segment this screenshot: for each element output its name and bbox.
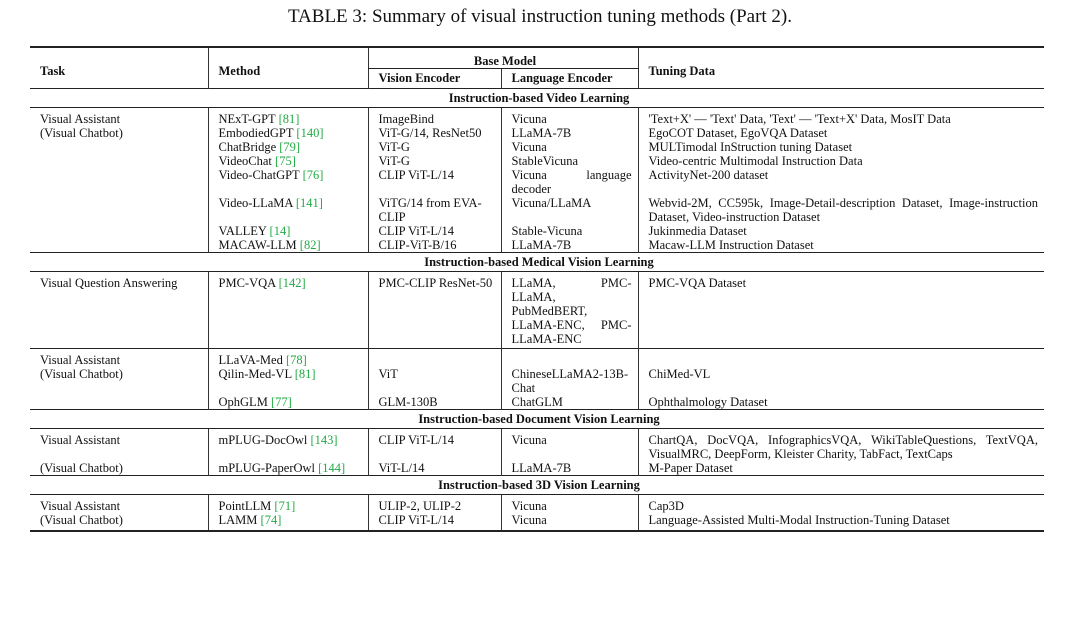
language-encoder-cell: LLaMA, PMC-LLaMA, PubMedBERT, LLaMA-ENC, PMC-LLaMA-ENC xyxy=(501,272,638,349)
method-cell xyxy=(208,154,368,168)
language-encoder-cell: ChineseLLaMA2-13B-Chat xyxy=(501,367,638,395)
vision-encoder-cell: ViT-G xyxy=(368,140,501,154)
vision-encoder-cell: CLIP-ViT-B/16 xyxy=(368,238,501,253)
table-caption: TABLE 3: Summary of visual instruction tuning methods (Part 2). xyxy=(287,6,793,27)
task-cell: (Visual Chatbot) xyxy=(30,513,208,531)
section-title: Instruction-based Document Vision Learning xyxy=(30,410,1044,429)
method-cell xyxy=(208,224,368,238)
citation: [141] xyxy=(295,196,323,210)
method-name: PointLLM xyxy=(218,499,275,513)
vision-encoder-cell: ViT-G xyxy=(368,154,501,168)
method-name: Qilin-Med-VL xyxy=(218,367,295,381)
citation: [140] xyxy=(296,126,324,140)
table-row xyxy=(30,367,1044,395)
task-cell xyxy=(30,154,208,168)
method-cell xyxy=(208,140,368,154)
method-cell xyxy=(208,196,368,224)
method-name: EmbodiedGPT xyxy=(218,126,297,140)
section-title: Instruction-based Video Learning xyxy=(30,89,1044,108)
method-cell xyxy=(208,395,368,410)
task-cell xyxy=(30,238,208,253)
table-row xyxy=(30,224,1044,238)
method-cell xyxy=(208,461,368,476)
vision-encoder-cell: CLIP ViT-L/14 xyxy=(368,168,501,196)
table-row xyxy=(30,126,1044,140)
tuning-data-cell: ChiMed-VL xyxy=(638,367,1044,395)
tuning-data-cell: Macaw-LLM Instruction Dataset xyxy=(638,238,1044,253)
citation: [81] xyxy=(278,112,300,126)
table-row xyxy=(30,168,1044,196)
method-cell xyxy=(208,367,368,395)
section-row xyxy=(30,476,1044,495)
vision-encoder-cell xyxy=(368,349,501,368)
vision-encoder-cell: ViT xyxy=(368,367,501,395)
citation: [78] xyxy=(285,353,307,367)
citation: [143] xyxy=(310,433,338,447)
language-encoder-cell: Vicuna xyxy=(501,513,638,531)
citation: [14] xyxy=(269,224,291,238)
table-row xyxy=(30,108,1044,127)
vision-encoder-cell: ImageBind xyxy=(368,108,501,127)
table-row xyxy=(30,196,1044,224)
task-cell: Visual Assistant xyxy=(40,112,121,126)
method-cell xyxy=(208,495,368,514)
task-cell xyxy=(30,196,208,224)
task-cell: Visual Assistant xyxy=(40,499,121,513)
method-cell xyxy=(208,168,368,196)
vision-encoder-cell: ULIP-2, ULIP-2 xyxy=(368,495,501,514)
tuning-data-cell: Language-Assisted Multi-Modal Instruction-Tuning Dataset xyxy=(638,513,1044,531)
tuning-data-cell: MULTimodal InStruction tuning Dataset xyxy=(638,140,1044,154)
task-cell: Visual Assistant xyxy=(40,433,121,447)
vision-encoder-cell: CLIP ViT-L/14 xyxy=(368,224,501,238)
language-encoder-cell: Vicuna/LLaMA xyxy=(501,196,638,224)
task-cell: Visual Question Answering xyxy=(40,276,178,290)
tuning-data-cell: ChartQA, DocVQA, InfographicsVQA, WikiTableQuestions, TextVQA, VisualMRC, DeepForm, Kleister Charity, TabFact, TextCaps xyxy=(638,429,1044,462)
citation: [76] xyxy=(302,168,324,182)
citation: [81] xyxy=(294,367,316,381)
tuning-data-cell: Ophthalmology Dataset xyxy=(638,395,1044,410)
method-cell xyxy=(208,272,368,349)
citation: [144] xyxy=(318,461,346,475)
section-row xyxy=(30,410,1044,429)
table-row xyxy=(30,395,1044,410)
vision-encoder-cell: CLIP ViT-L/14 xyxy=(368,429,501,462)
method-cell xyxy=(208,349,368,368)
language-encoder-cell: Vicuna xyxy=(501,429,638,462)
section-row xyxy=(30,253,1044,272)
method-name: Video-LLaMA xyxy=(218,196,296,210)
methods-table xyxy=(30,46,1044,532)
tuning-data-cell: Jukinmedia Dataset xyxy=(638,224,1044,238)
table-row xyxy=(30,140,1044,154)
section-row xyxy=(30,89,1044,108)
language-encoder-cell: StableVicuna xyxy=(501,154,638,168)
table-row xyxy=(30,154,1044,168)
method-cell xyxy=(208,126,368,140)
tuning-data-cell: PMC-VQA Dataset xyxy=(638,272,1044,349)
citation: [79] xyxy=(279,140,301,154)
tuning-data-cell: Video-centric Multimodal Instruction Data xyxy=(638,154,1044,168)
language-encoder-cell xyxy=(501,349,638,368)
method-name: PMC-VQA xyxy=(218,276,279,290)
vision-encoder-cell: GLM-130B xyxy=(368,395,501,410)
method-name: ChatBridge xyxy=(218,140,280,154)
vision-encoder-cell: ViTG/14 from EVA-CLIP xyxy=(368,196,501,224)
method-cell xyxy=(208,513,368,531)
section-title: Instruction-based Medical Vision Learning xyxy=(30,253,1044,272)
task-cell: (Visual Chatbot) xyxy=(40,367,123,381)
method-name: MACAW-LLM xyxy=(218,238,300,252)
table-row xyxy=(30,495,1044,514)
method-name: VALLEY xyxy=(218,224,270,238)
vision-encoder-cell: ViT-G/14, ResNet50 xyxy=(368,126,501,140)
method-name: VideoChat xyxy=(218,154,276,168)
header-tuning-data: Tuning Data xyxy=(638,47,1044,89)
vision-encoder-cell: ViT-L/14 xyxy=(368,461,501,476)
method-name: OphGLM xyxy=(218,395,271,409)
tuning-data-cell: EgoCOT Dataset, EgoVQA Dataset xyxy=(638,126,1044,140)
method-cell xyxy=(208,108,368,127)
method-cell xyxy=(208,429,368,462)
citation: [77] xyxy=(270,395,292,409)
vision-encoder-cell: CLIP ViT-L/14 xyxy=(368,513,501,531)
table-row xyxy=(30,513,1044,531)
language-encoder-cell: Vicuna xyxy=(501,108,638,127)
header-task: Task xyxy=(30,47,208,89)
method-name: mPLUG-DocOwl xyxy=(218,433,311,447)
header-vision-encoder: Vision Encoder xyxy=(368,69,501,89)
table-row xyxy=(30,461,1044,476)
language-encoder-cell: Vicuna xyxy=(501,495,638,514)
tuning-data-cell: Cap3D xyxy=(638,495,1044,514)
task-cell: (Visual Chatbot) xyxy=(40,126,123,140)
task-cell xyxy=(30,168,208,196)
table-row xyxy=(30,272,1044,349)
task-cell: (Visual Chatbot) xyxy=(40,461,123,475)
method-name: LAMM xyxy=(218,513,261,527)
method-name: NExT-GPT xyxy=(218,112,279,126)
citation: [82] xyxy=(299,238,321,252)
header-language-encoder: Language Encoder xyxy=(501,69,638,89)
language-encoder-cell: Vicuna language decoder xyxy=(501,168,638,196)
language-encoder-cell: LLaMA-7B xyxy=(501,238,638,253)
tuning-data-cell: 'Text+X' — 'Text' Data, 'Text' — 'Text+X' Data, MosIT Data xyxy=(638,108,1044,127)
tuning-data-cell: Webvid-2M, CC595k, Image-Detail-description Dataset, Image-instruction Dataset, Video-instruction Dataset xyxy=(638,196,1044,224)
citation: [71] xyxy=(274,499,296,513)
tuning-data-cell xyxy=(638,349,1044,368)
language-encoder-cell: Vicuna xyxy=(501,140,638,154)
section-title: Instruction-based 3D Vision Learning xyxy=(30,476,1044,495)
language-encoder-cell: LLaMA-7B xyxy=(501,126,638,140)
method-name: Video-ChatGPT xyxy=(218,168,303,182)
header-method: Method xyxy=(208,47,368,89)
vision-encoder-cell: PMC-CLIP ResNet-50 xyxy=(368,272,501,349)
citation: [142] xyxy=(278,276,306,290)
tuning-data-cell: ActivityNet-200 dataset xyxy=(638,168,1044,196)
task-cell xyxy=(30,395,208,410)
table-row xyxy=(30,429,1044,462)
method-name: mPLUG-PaperOwl xyxy=(218,461,319,475)
table-row xyxy=(30,238,1044,253)
language-encoder-cell: ChatGLM xyxy=(501,395,638,410)
method-name: LLaVA-Med xyxy=(218,353,286,367)
citation: [75] xyxy=(275,154,296,168)
language-encoder-cell: Stable-Vicuna xyxy=(501,224,638,238)
language-encoder-cell: LLaMA-7B xyxy=(501,461,638,476)
task-cell xyxy=(30,224,208,238)
header-base-model: Base Model xyxy=(368,47,638,69)
method-cell xyxy=(208,238,368,253)
task-cell: Visual Assistant xyxy=(30,349,208,368)
task-cell xyxy=(30,140,208,154)
citation: [74] xyxy=(260,513,282,527)
tuning-data-cell: M-Paper Dataset xyxy=(638,461,1044,476)
table-row xyxy=(30,349,1044,368)
